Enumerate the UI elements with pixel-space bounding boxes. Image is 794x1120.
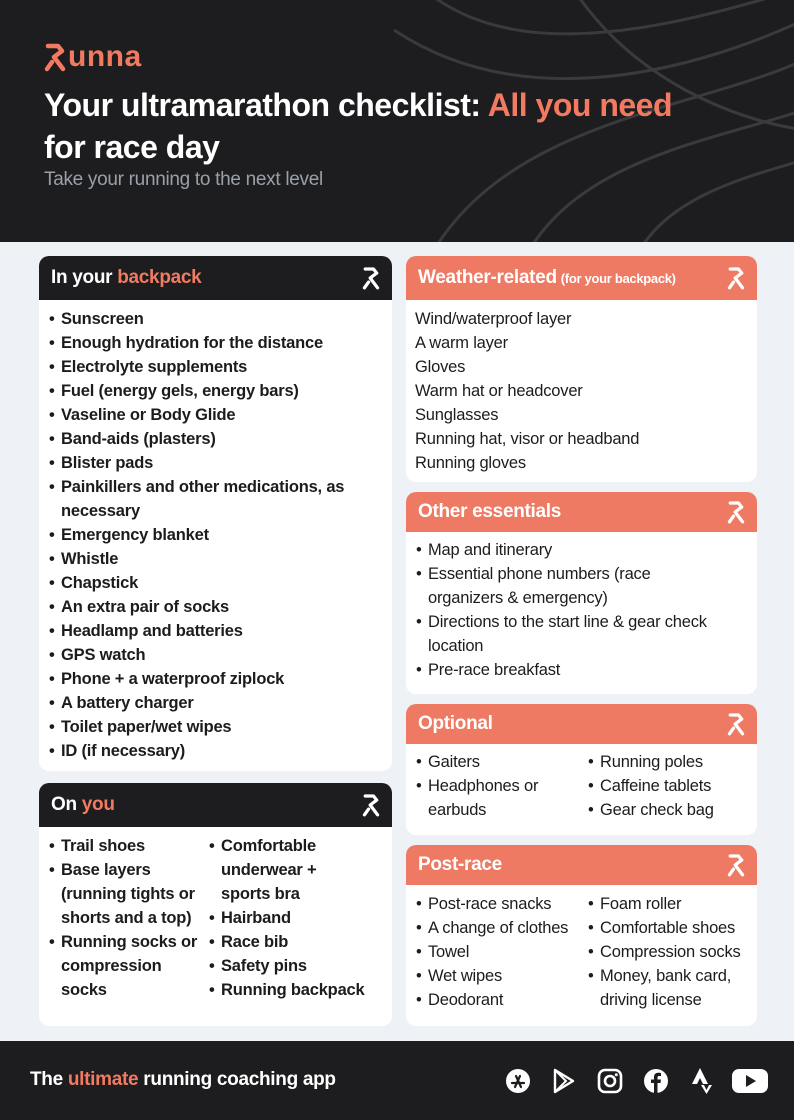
on-you-columns (39, 827, 392, 1002)
post-race-card (406, 845, 757, 1026)
social-links (502, 1067, 768, 1095)
on-you-list-left (39, 827, 209, 1002)
facebook-icon[interactable] (640, 1067, 672, 1095)
list-item: Gloves (415, 358, 466, 376)
on-you-card (39, 783, 392, 1026)
list-item: Wind/waterproof layer (415, 310, 572, 328)
backpack-list (39, 300, 392, 763)
list-item: • Headlamp and batteries (49, 619, 392, 643)
google-play-icon[interactable] (548, 1067, 580, 1095)
footer (0, 1041, 794, 1120)
footer-tagline: The ultimate running coaching app (30, 1069, 336, 1090)
list-item: Running gloves (415, 454, 526, 472)
runna-logo (44, 40, 142, 74)
other-essentials-card (406, 492, 757, 694)
post-race-list-left (406, 885, 588, 1012)
list-item: • A battery charger (49, 691, 392, 715)
list-item: • Blister pads (49, 451, 392, 475)
list-item: • Headphones or earbuds (416, 774, 556, 822)
post-race-columns (406, 885, 757, 1012)
weather-card-header: Weather-related (for your backpack) (406, 256, 757, 300)
optional-list-right (588, 744, 748, 822)
list-item: • Trail shoes (49, 834, 209, 858)
other-essentials-list (406, 532, 757, 682)
runna-r-icon (362, 792, 380, 818)
list-item: • Pre-race breakfast (416, 658, 757, 682)
list-item: • An extra pair of socks (49, 595, 392, 619)
list-item: • Caffeine tablets (588, 774, 748, 798)
list-item: • Running socks or compression socks (49, 930, 209, 1002)
weather-list (406, 300, 757, 475)
page-title: Your ultramarathon checklist: All you need for race day (44, 87, 673, 165)
runna-r-icon (727, 711, 745, 737)
list-item: • Chapstick (49, 571, 392, 595)
brand-name: unna (68, 40, 142, 73)
list-item: • Running backpack (209, 978, 379, 1002)
page-subtitle: Take your running to the next level (44, 169, 323, 190)
list-item: • Emergency blanket (49, 523, 392, 547)
list-item: • Base layers (running tights or shorts and a top) (49, 858, 209, 930)
list-item: • ID (if necessary) (49, 739, 392, 763)
list-item: • Electrolyte supplements (49, 355, 392, 379)
list-item: • Post-race snacks (416, 892, 588, 916)
list-item: • Wet wipes (416, 964, 588, 988)
list-item: • Hairband (209, 906, 379, 930)
list-item: • Painkillers and other medications, as necessary (49, 475, 349, 523)
list-item: • Fuel (energy gels, energy bars) (49, 379, 392, 403)
list-item: • Towel (416, 940, 588, 964)
other-essentials-card-header: Other essentials (406, 492, 757, 532)
runna-r-icon (44, 42, 66, 72)
weather-card (406, 256, 757, 482)
runna-r-icon (727, 852, 745, 878)
list-item: • Whistle (49, 547, 392, 571)
app-store-icon[interactable] (502, 1067, 534, 1095)
list-item: • Enough hydration for the distance (49, 331, 392, 355)
list-item: Sunglasses (415, 406, 499, 424)
list-item: • Compression socks (588, 940, 754, 964)
list-item: • Map and itinerary (416, 538, 757, 562)
runna-r-icon (727, 499, 745, 525)
backpack-card-header: In your backpack (39, 256, 392, 300)
strava-icon[interactable] (686, 1067, 718, 1095)
list-item: • Running poles (588, 750, 748, 774)
list-item: Warm hat or headcover (415, 382, 583, 400)
optional-card-header: Optional (406, 704, 757, 744)
list-item: • Band-aids (plasters) (49, 427, 392, 451)
youtube-icon[interactable] (732, 1067, 768, 1095)
backpack-card (39, 256, 392, 771)
list-item: • Gear check bag (588, 798, 748, 822)
list-item: • Gaiters (416, 750, 588, 774)
on-you-card-header: On you (39, 783, 392, 827)
list-item: • Safety pins (209, 954, 379, 978)
list-item: • Deodorant (416, 988, 588, 1012)
list-item: • Comfortable underwear + sports bra (209, 834, 339, 906)
list-item: • Directions to the start line & gear check location (416, 610, 736, 658)
list-item: • Foam roller (588, 892, 754, 916)
list-item: • A change of clothes (416, 916, 588, 940)
runna-r-icon (362, 265, 380, 291)
on-you-list-right (209, 827, 379, 1002)
header (0, 0, 794, 242)
list-item: A warm layer (415, 334, 508, 352)
instagram-icon[interactable] (594, 1067, 626, 1095)
post-race-list-right (588, 885, 754, 1012)
optional-card (406, 704, 757, 835)
optional-columns (406, 744, 757, 822)
list-item: • Vaseline or Body Glide (49, 403, 392, 427)
list-item: • GPS watch (49, 643, 392, 667)
list-item: • Essential phone numbers (race organizers & emergency) (416, 562, 716, 610)
runna-r-icon (727, 265, 745, 291)
post-race-card-header: Post-race (406, 845, 757, 885)
list-item: • Phone + a waterproof ziplock (49, 667, 392, 691)
optional-list-left (406, 744, 588, 822)
list-item: • Comfortable shoes (588, 916, 754, 940)
list-item: • Toilet paper/wet wipes (49, 715, 392, 739)
list-item: Running hat, visor or headband (415, 430, 640, 448)
list-item: • Sunscreen (49, 307, 392, 331)
list-item: • Money, bank card, driving license (588, 964, 754, 1012)
list-item: • Race bib (209, 930, 379, 954)
